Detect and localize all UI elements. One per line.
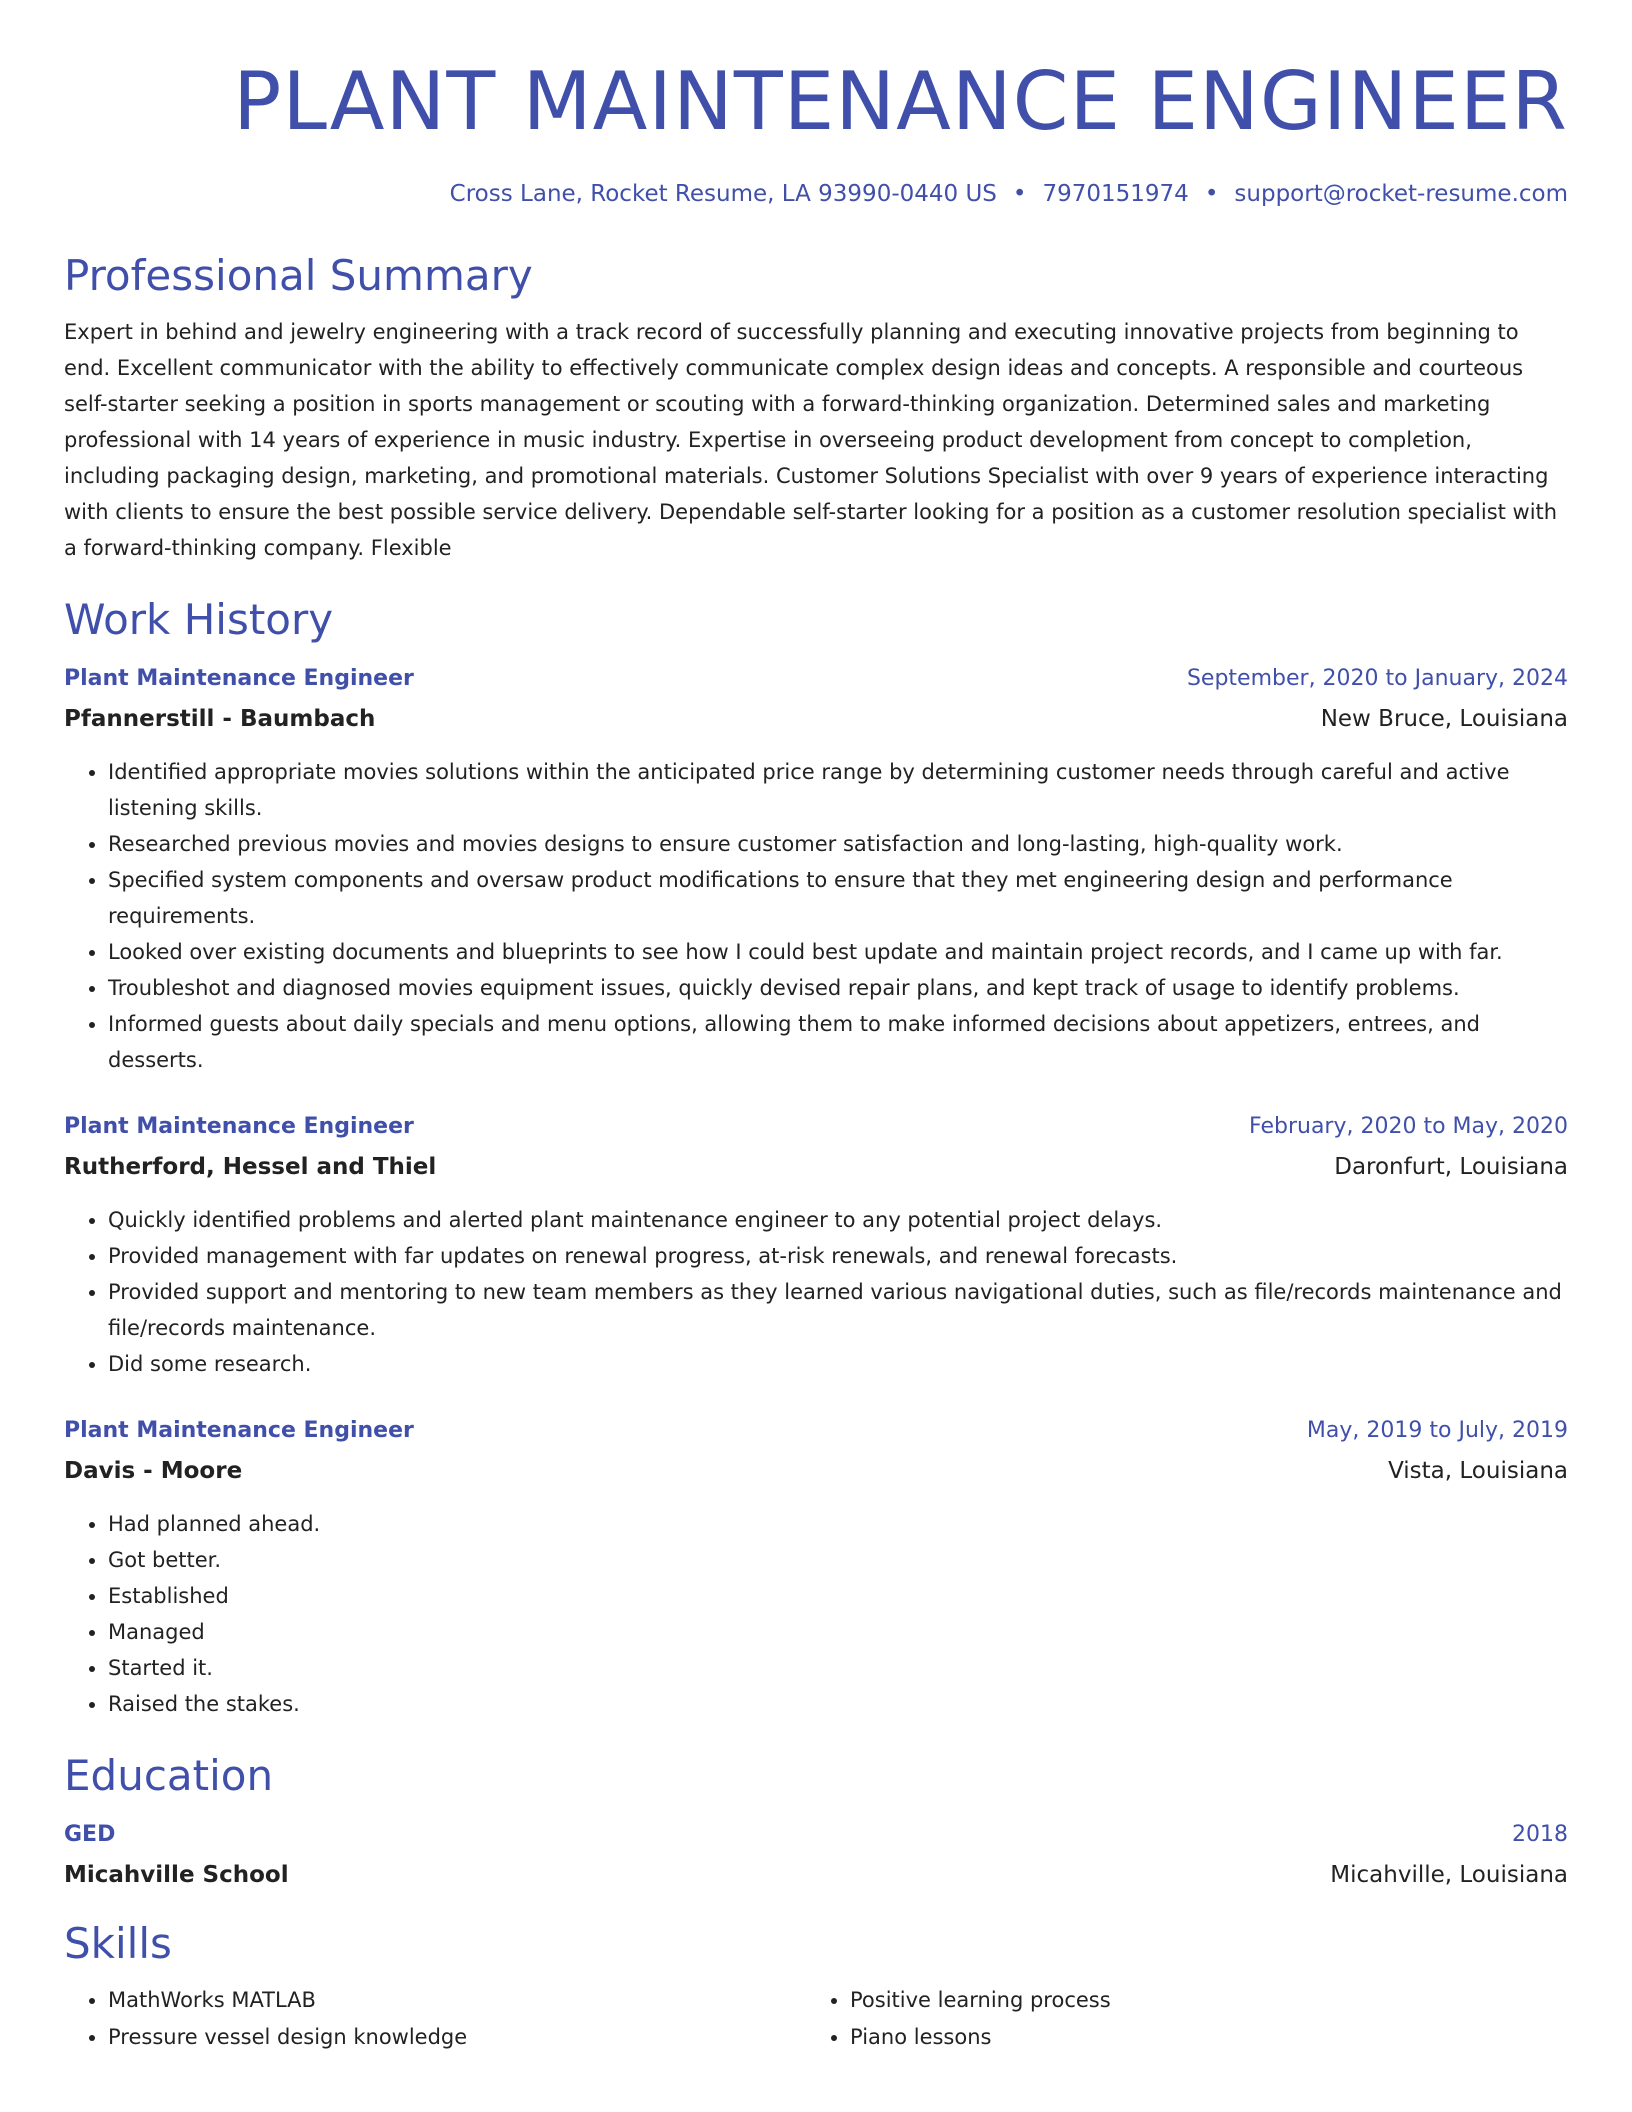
job-entry bbox=[64, 664, 1568, 1078]
job-bullets bbox=[64, 1202, 1568, 1382]
job-company: Pfannerstill - Baumbach bbox=[64, 706, 376, 732]
bullet-item: • Identified appropriate movies solutions within the anticipated price range by determining customer needs through careful and active listening skills. bbox=[108, 754, 1568, 826]
bullet-item: • Provided management with far updates on renewal progress, at-risk renewals, and renewal forecasts. bbox=[108, 1238, 1568, 1274]
job-entry bbox=[64, 1112, 1568, 1382]
education-school: Micahville School bbox=[64, 1862, 289, 1888]
contact-address: Cross Lane, Rocket Resume, LA 93990-0440 US bbox=[449, 181, 997, 207]
job-company: Rutherford, Hessel and Thiel bbox=[64, 1154, 437, 1180]
job-role: Plant Maintenance Engineer bbox=[64, 666, 414, 691]
bullet-item: • Raised the stakes. bbox=[108, 1686, 1568, 1722]
education-degree-row bbox=[64, 1820, 1568, 1850]
bullet-item: • Troubleshot and diagnosed movies equipment issues, quickly devised repair plans, and kept track of usage to identify problems. bbox=[108, 970, 1568, 1006]
job-dates: February, 2020 to May, 2020 bbox=[1249, 1114, 1568, 1139]
section-title-summary: Professional Summary bbox=[64, 251, 533, 300]
education-entry bbox=[64, 1820, 1568, 1890]
job-role-row bbox=[64, 664, 1568, 694]
skill-item: • Positive learning process bbox=[850, 1982, 1548, 2019]
resume-name: PLANT MAINTENANCE ENGINEER bbox=[233, 55, 1568, 148]
job-bullets bbox=[64, 754, 1568, 1078]
job-dates: May, 2019 to July, 2019 bbox=[1306, 1418, 1568, 1443]
contact-phone: 7970151974 bbox=[1042, 181, 1189, 207]
bullet-item: • Researched previous movies and movies designs to ensure customer satisfaction and long-lasting, high-quality work. bbox=[108, 826, 1568, 862]
contact-separator: • bbox=[1012, 181, 1027, 207]
bullet-item: • Did some research. bbox=[108, 1346, 1568, 1382]
skill-item: • MathWorks MATLAB bbox=[108, 1982, 806, 2019]
job-location: New Bruce, Louisiana bbox=[1320, 706, 1568, 732]
skill-item: • Pressure vessel design knowledge bbox=[108, 2019, 806, 2056]
job-company-row bbox=[64, 1456, 1568, 1486]
bullet-item: • Established bbox=[108, 1578, 1568, 1614]
bullet-item: • Had planned ahead. bbox=[108, 1506, 1568, 1542]
bullet-item: • Looked over existing documents and blueprints to see how I could best update and maintain project records, and I came up with far. bbox=[108, 934, 1568, 970]
section-title-education: Education bbox=[64, 1751, 274, 1800]
job-location: Vista, Louisiana bbox=[1388, 1458, 1568, 1484]
job-role: Plant Maintenance Engineer bbox=[64, 1418, 414, 1443]
bullet-item: • Informed guests about daily specials and menu options, allowing them to make informed decisions about appetizers, entrees, and desserts. bbox=[108, 1006, 1568, 1078]
bullet-item: • Managed bbox=[108, 1614, 1568, 1650]
bullet-item: • Started it. bbox=[108, 1650, 1568, 1686]
job-dates: September, 2020 to January, 2024 bbox=[1186, 666, 1568, 691]
contact-line bbox=[64, 178, 1568, 210]
education-year: 2018 bbox=[1512, 1822, 1568, 1847]
education-school-row bbox=[64, 1860, 1568, 1890]
skills-list bbox=[64, 1982, 1568, 2056]
section-title-skills: Skills bbox=[64, 1919, 172, 1968]
skills-column-left bbox=[64, 1982, 806, 2056]
job-company-row bbox=[64, 704, 1568, 734]
job-company-row bbox=[64, 1152, 1568, 1182]
job-role-row bbox=[64, 1416, 1568, 1446]
job-location: Daronfurt, Louisiana bbox=[1334, 1154, 1568, 1180]
bullet-item: • Specified system components and oversaw product modifications to ensure that they met engineering design and performance requirements. bbox=[108, 862, 1568, 934]
bullet-item: • Provided support and mentoring to new team members as they learned various navigational duties, such as file/records maintenance and file/records maintenance. bbox=[108, 1274, 1568, 1346]
bullet-item: • Got better. bbox=[108, 1542, 1568, 1578]
bullet-item: • Quickly identified problems and alerted plant maintenance engineer to any potential project delays. bbox=[108, 1202, 1568, 1238]
job-role-row bbox=[64, 1112, 1568, 1142]
job-entry bbox=[64, 1416, 1568, 1722]
contact-separator: • bbox=[1204, 181, 1219, 207]
contact-email[interactable]: support@rocket-resume.com bbox=[1234, 181, 1568, 207]
education-degree: GED bbox=[64, 1822, 116, 1847]
skills-column-right bbox=[806, 1982, 1548, 2056]
job-role: Plant Maintenance Engineer bbox=[64, 1114, 414, 1139]
education-location: Micahville, Louisiana bbox=[1330, 1862, 1568, 1888]
job-company: Davis - Moore bbox=[64, 1458, 243, 1484]
skill-item: • Piano lessons bbox=[850, 2019, 1548, 2056]
section-title-work-history: Work History bbox=[64, 595, 334, 644]
summary-text: Expert in behind and jewelry engineering with a track record of successfully planning and executing innovative projects from beginning to end. Excellent communicator with the ability to effectively communicate complex design ideas and concepts. A responsible and courteous self-starter seeking a position in sports management or scouting with a forward-thinking organization. Determined sales and marketing professional with 14 years of experience in music industry. Expertise in overseeing product development from concept to completion, including packaging design, marketing, and promotional materials. Customer Solutions Specialist with over 9 years of experience interacting with clients to ensure the best possible service delivery. Dependable self-starter looking for a position as a customer resolution specialist with a forward-thinking company. Flexible bbox=[64, 320, 1558, 560]
job-bullets bbox=[64, 1506, 1568, 1722]
